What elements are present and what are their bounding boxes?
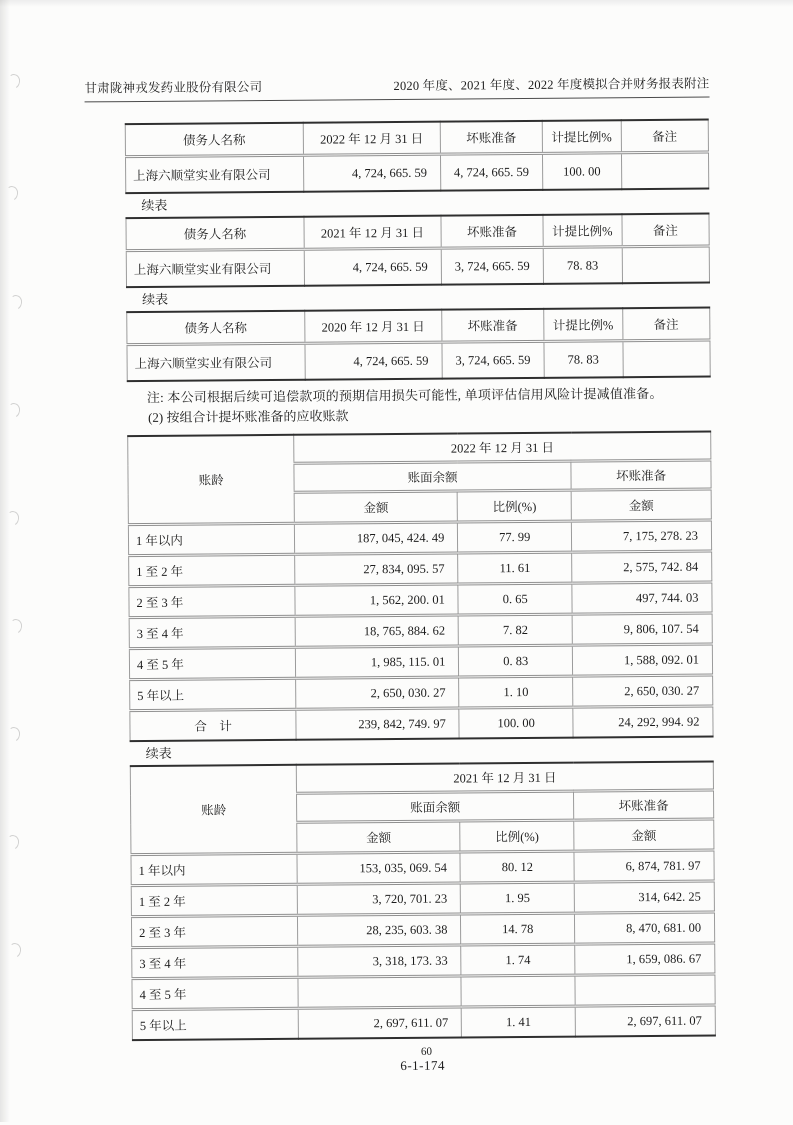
table-row (125, 152, 708, 193)
table-header-row (128, 432, 711, 465)
bad-debt-amount-cell (575, 974, 715, 1006)
table-row (132, 1005, 715, 1040)
ratio-cell: 100. 00 (459, 707, 573, 738)
aging-row-label-cell: 2 至 3 年 (129, 585, 295, 617)
bad-debt-header-cell: 坏账准备 (571, 460, 711, 490)
column-header: 坏账准备 (440, 121, 542, 154)
ratio-cell: 1. 41 (462, 1006, 576, 1037)
total-row (130, 706, 713, 741)
column-header: 坏账准备 (441, 215, 543, 248)
amount-cell: 2, 650, 030. 27 (296, 677, 459, 709)
bad-debt-amount-cell: 9, 806, 107. 54 (572, 613, 712, 645)
column-header: 备注 (621, 120, 709, 153)
debtor-name-cell: 上海六顺堂实业有限公司 (127, 343, 305, 381)
bad-debt-amount-cell: 7, 175, 278. 23 (571, 520, 711, 552)
aging-row-label-cell: 1 至 2 年 (129, 554, 295, 586)
date-header-cell: 2022 年 12 月 31 日 (294, 432, 711, 464)
amount-subheader-cell: 金额 (297, 821, 460, 853)
column-header: 坏账准备 (442, 309, 544, 342)
amount-cell: 2, 697, 611. 07 (298, 1007, 461, 1039)
aging-table-2021 (130, 761, 716, 1042)
aging-row-label-cell: 3 至 4 年 (129, 616, 295, 648)
bad-debt-amount-cell: 2, 575, 742. 84 (572, 551, 712, 583)
amount-cell: 4, 724, 665. 59 (304, 248, 441, 286)
table-row (129, 582, 712, 618)
amount-cell: 3, 318, 173. 33 (298, 945, 461, 977)
amount-subheader-cell: 金额 (294, 491, 457, 523)
scan-edge-shadow (0, 0, 10, 1122)
column-header: 2020 年 12 月 31 日 (305, 310, 442, 344)
amount-subheader-cell: 金额 (571, 489, 711, 521)
ratio-cell: 80. 12 (460, 851, 574, 883)
column-header: 2021 年 12 月 31 日 (304, 216, 441, 250)
bad-debt-amount-cell: 6, 874, 781. 97 (574, 850, 714, 882)
report-title: 2020 年度、2021 年度、2022 年度模拟合并财务报表附注 (393, 76, 710, 94)
amount-cell: 1, 562, 200. 01 (295, 584, 458, 616)
column-header: 债务人名称 (126, 217, 304, 251)
ratio-cell: 14. 78 (461, 913, 575, 945)
amount-cell (298, 976, 461, 1008)
amount-cell: 239, 842, 749. 97 (296, 708, 459, 740)
aging-row-label-cell: 1 年以内 (131, 853, 297, 885)
aging-header-cell: 账龄 (130, 765, 297, 855)
ratio-cell: 1. 74 (461, 944, 575, 976)
page-footer (4, 1043, 793, 1075)
doc-code: 6-1-174 (400, 1057, 446, 1073)
company-name: 甘肃陇神戎发药业股份有限公司 (84, 80, 263, 96)
remark-cell (622, 340, 710, 377)
table-row (132, 943, 715, 979)
amount-cell: 187, 045, 424. 49 (295, 522, 458, 554)
ratio-cell: 0. 65 (458, 583, 572, 615)
column-header: 计提比例% (543, 214, 622, 247)
table-row (132, 974, 715, 1010)
bad-debt-cell: 4, 724, 665. 59 (440, 153, 542, 190)
remark-cell (621, 152, 709, 189)
ratio-cell: 1. 95 (461, 882, 575, 914)
aging-row-label-cell: 1 至 2 年 (131, 884, 297, 916)
column-header: 计提比例% (542, 120, 621, 153)
amount-cell: 27, 834, 095. 57 (295, 553, 458, 585)
amount-subheader-cell: 金额 (574, 819, 714, 851)
debtor-table-2022 (125, 119, 710, 195)
table-row (131, 881, 714, 917)
bad-debt-cell: 3, 724, 665. 59 (442, 341, 544, 378)
amount-cell: 3, 720, 701. 23 (297, 883, 460, 915)
ratio-cell: 100. 00 (542, 153, 621, 190)
ratio-cell (461, 975, 575, 1007)
note-text: 注: 本公司根据后续可追偿款项的预期信用损失可能性, 单项评估信用风险计提减值准备。 (146, 385, 663, 405)
column-header: 债务人名称 (125, 123, 303, 157)
bad-debt-amount-cell: 1, 588, 092. 01 (572, 644, 712, 676)
table-row (131, 912, 714, 948)
book-balance-header-cell: 账面余额 (294, 461, 571, 492)
ratio-cell: 78. 83 (544, 341, 623, 378)
table-row (126, 246, 709, 287)
table-row (127, 340, 710, 381)
debtor-name-cell: 上海六顺堂实业有限公司 (125, 155, 303, 193)
column-header: 计提比例% (544, 308, 623, 341)
table-header-row (126, 214, 709, 251)
aging-row-label-cell: 5 年以上 (130, 678, 296, 710)
amount-cell: 18, 765, 884. 62 (295, 615, 458, 647)
bad-debt-amount-cell: 2, 697, 611. 07 (575, 1005, 715, 1037)
ratio-cell: 77. 99 (458, 521, 572, 553)
bad-debt-amount-cell: 497, 744. 03 (572, 582, 712, 614)
bad-debt-amount-cell: 2, 650, 030. 27 (573, 675, 713, 707)
date-header-cell: 2021 年 12 月 31 日 (296, 762, 713, 794)
column-header: 债务人名称 (127, 311, 305, 345)
ratio-cell: 11. 61 (458, 552, 572, 584)
aging-row-label-cell: 3 至 4 年 (132, 946, 298, 978)
table-row (129, 551, 712, 587)
continued-table-label: 续表 (142, 291, 169, 307)
total-label-cell: 合 计 (130, 709, 296, 741)
bad-debt-amount-cell: 8, 470, 681. 00 (574, 912, 714, 944)
continued-table-label: 续表 (141, 197, 168, 213)
column-header: 2022 年 12 月 31 日 (303, 122, 440, 156)
amount-cell: 153, 035, 069. 54 (297, 852, 460, 884)
ratio-subheader-cell: 比例(%) (458, 490, 572, 522)
remark-cell (622, 246, 710, 283)
ratio-subheader-cell: 比例(%) (460, 820, 574, 852)
amount-cell: 4, 724, 665. 59 (305, 342, 442, 380)
amount-cell: 4, 724, 665. 59 (303, 154, 440, 192)
table-header-row (125, 120, 708, 157)
ratio-cell: 1. 10 (459, 676, 573, 708)
bad-debt-header-cell: 坏账准备 (574, 790, 714, 820)
amount-cell: 28, 235, 603. 38 (298, 914, 461, 946)
table-row (131, 850, 714, 886)
page-content (125, 119, 716, 1042)
aging-header-cell: 账龄 (128, 435, 295, 525)
bad-debt-amount-cell: 314, 642. 25 (574, 881, 714, 913)
table-row (130, 675, 713, 711)
bad-debt-amount-cell: 1, 659, 086. 67 (575, 943, 715, 975)
continued-table-label: 续表 (145, 745, 172, 761)
column-header: 备注 (621, 214, 709, 247)
bad-debt-amount-cell: 24, 292, 994. 92 (573, 706, 713, 738)
aging-row-label-cell: 4 至 5 年 (129, 647, 295, 679)
aging-row-label-cell: 2 至 3 年 (131, 915, 297, 947)
table-row (129, 644, 712, 680)
book-balance-header-cell: 账面余额 (297, 791, 574, 822)
page-header (84, 74, 709, 103)
amount-cell: 1, 985, 115. 01 (295, 646, 458, 678)
page-number: 60 (420, 1045, 433, 1058)
ratio-cell: 7. 82 (458, 614, 572, 646)
table-header-row (127, 308, 710, 345)
ratio-cell: 0. 83 (459, 645, 573, 677)
aging-row-label-cell: 1 年以内 (128, 523, 294, 555)
debtor-name-cell: 上海六顺堂实业有限公司 (126, 249, 304, 287)
aging-row-label-cell: 5 年以上 (132, 1008, 298, 1040)
scan-edge-shadow-top (0, 0, 793, 7)
table-row (129, 613, 712, 649)
debtor-table-2020 (126, 307, 711, 383)
table-header-row (130, 762, 713, 795)
aging-table-2022 (127, 431, 713, 743)
debtor-table-2021 (125, 213, 710, 289)
column-header: 备注 (622, 308, 710, 341)
aging-row-label-cell: 4 至 5 年 (132, 977, 298, 1009)
table-row (128, 520, 711, 556)
ratio-cell: 78. 83 (543, 247, 622, 284)
section-title: (2) 按组合计提坏账准备的应收账款 (147, 408, 349, 425)
bad-debt-cell: 3, 724, 665. 59 (441, 247, 543, 284)
